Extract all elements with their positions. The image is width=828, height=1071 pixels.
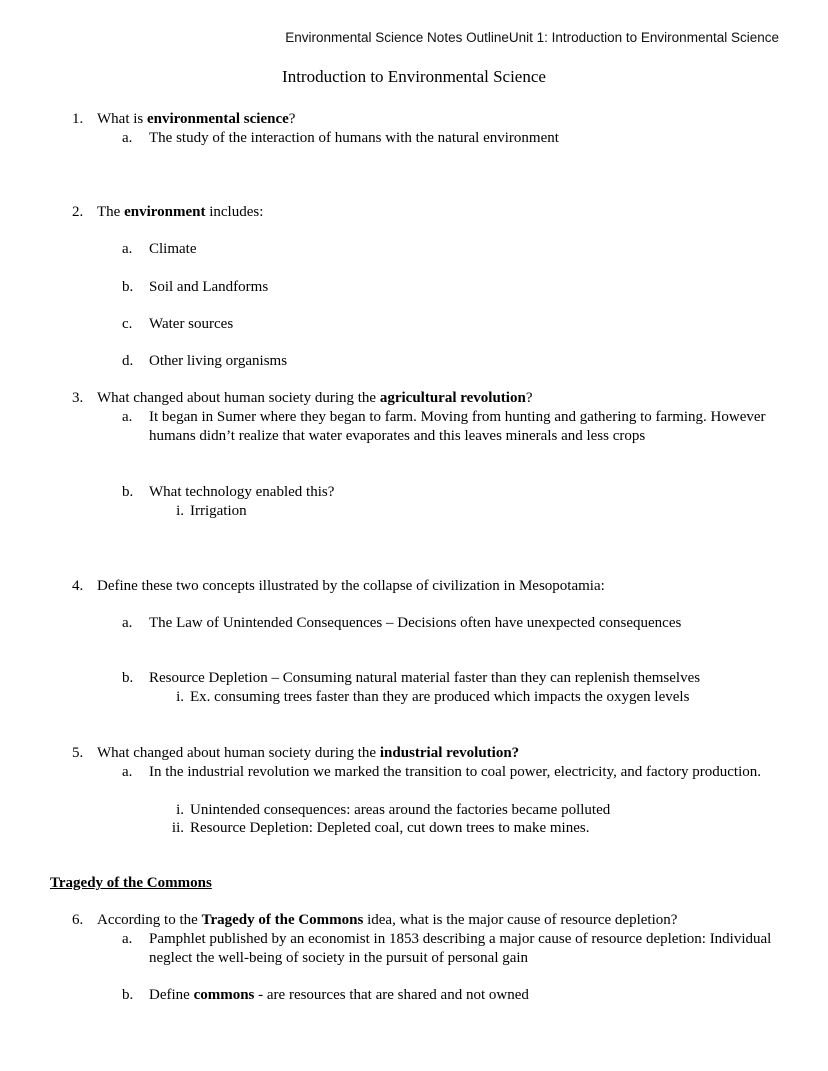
sub-item-4a xyxy=(122,614,774,633)
sub-item-2c xyxy=(122,315,774,334)
list-marker: i. xyxy=(176,689,184,705)
list-marker: a. xyxy=(122,931,133,947)
answer-text: The study of the interaction of humans with the natural environment xyxy=(149,130,559,146)
sub-item-1a xyxy=(122,129,774,148)
sub-item-3b-i xyxy=(176,502,774,521)
answer-text: Irrigation xyxy=(190,503,247,519)
sub-item-5a xyxy=(122,763,774,782)
list-marker: a. xyxy=(122,409,133,425)
answer-text: Ex. consuming trees faster than they are produced which impacts the oxygen levels xyxy=(190,689,690,705)
list-number: 4. xyxy=(72,578,84,594)
question-text: What is environmental science? xyxy=(97,111,296,127)
question-text: What changed about human society during the agricultural revolution? xyxy=(97,390,533,406)
page-title: Introduction to Environmental Science xyxy=(282,67,546,86)
question-text: What changed about human society during the industrial revolution? xyxy=(97,745,520,761)
list-number: 5. xyxy=(72,745,84,761)
sub-item-2d xyxy=(122,352,774,371)
section-heading-tragedy-of-the-commons: Tragedy of the Commons xyxy=(50,875,212,891)
answer-text: Water sources xyxy=(149,316,234,332)
outline-item-3 xyxy=(72,389,774,408)
list-number: 2. xyxy=(72,204,84,220)
list-marker: c. xyxy=(122,316,133,332)
sub-item-3a xyxy=(122,408,774,446)
question-text: The environment includes: xyxy=(97,204,264,220)
answer-text: Define commons - are resources that are shared and not owned xyxy=(149,987,529,1003)
document-header: Environmental Science Notes OutlineUnit 1: Introduction to Environmental Science xyxy=(285,30,779,45)
answer-text: It began in Sumer where they began to farm. Moving from hunting and gathering to farming. However humans didn’t realize that water evaporates and this leaves minerals and less crops xyxy=(149,409,766,444)
answer-text: Climate xyxy=(149,241,197,257)
sub-item-2b xyxy=(122,278,774,297)
sub-item-6a xyxy=(122,930,774,968)
outline-item-5 xyxy=(72,744,774,763)
answer-text: Pamphlet published by an economist in 1853 describing a major cause of resource depletion: Individual neglect the well-being of society in the pursuit of personal gain xyxy=(149,931,772,966)
answer-text: Soil and Landforms xyxy=(149,279,269,295)
sub-item-3b xyxy=(122,483,774,502)
list-marker: b. xyxy=(122,670,134,686)
list-marker: i. xyxy=(176,503,184,519)
sub-item-5a-ii xyxy=(171,819,774,838)
list-number: 6. xyxy=(72,912,84,928)
sub-item-2a xyxy=(122,240,774,259)
list-marker: a. xyxy=(122,764,133,780)
answer-text: What technology enabled this? xyxy=(149,484,335,500)
list-marker: b. xyxy=(122,484,134,500)
list-number: 1. xyxy=(72,111,84,127)
list-marker: i. xyxy=(176,802,184,818)
sub-item-5a-i xyxy=(176,801,774,820)
answer-text: Other living organisms xyxy=(149,353,288,369)
sub-item-4b-i xyxy=(176,688,774,707)
list-marker: ii. xyxy=(171,820,184,836)
question-text: Define these two concepts illustrated by the collapse of civilization in Mesopotamia: xyxy=(97,578,605,594)
sub-item-6b xyxy=(122,986,774,1005)
list-number: 3. xyxy=(72,390,84,406)
answer-text: Resource Depletion: Depleted coal, cut down trees to make mines. xyxy=(190,820,590,836)
list-marker: b. xyxy=(122,279,134,295)
list-marker: a. xyxy=(122,241,133,257)
outline-item-1 xyxy=(72,110,774,129)
outline-item-6 xyxy=(72,911,774,930)
answer-text: Resource Depletion – Consuming natural material faster than they can replenish themselves xyxy=(149,670,701,686)
list-marker: b. xyxy=(122,987,134,1003)
sub-item-4b xyxy=(122,669,774,688)
answer-text: In the industrial revolution we marked the transition to coal power, electricity, and factory production. xyxy=(149,764,761,780)
outline-item-4 xyxy=(72,577,774,596)
list-marker: a. xyxy=(122,130,133,146)
list-marker: a. xyxy=(122,615,133,631)
answer-text: The Law of Unintended Consequences – Decisions often have unexpected consequences xyxy=(149,615,682,631)
list-marker: d. xyxy=(122,353,134,369)
outline-item-2 xyxy=(72,203,774,222)
question-text: According to the Tragedy of the Commons idea, what is the major cause of resource depletion? xyxy=(97,912,678,928)
answer-text: Unintended consequences: areas around the factories became polluted xyxy=(190,802,611,818)
